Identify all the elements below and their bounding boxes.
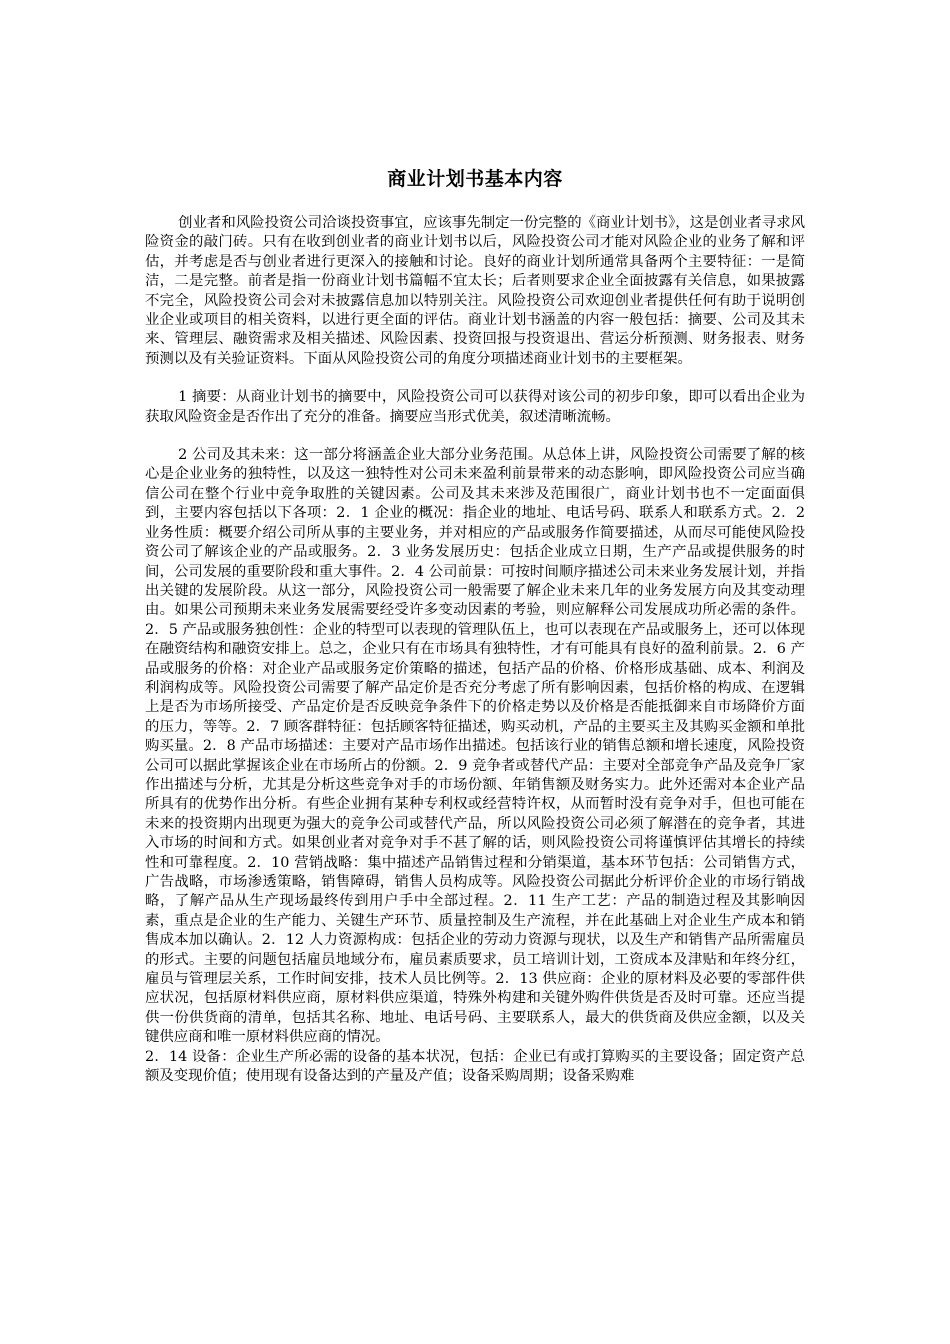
paragraph-equipment: 2．14 设备：企业生产所必需的设备的基本状况，包括：企业已有或打算购买的主要设备；固定资产总额及变现价值；使用现有设备达到的产量及产值；设备采购周期；设备采购难 xyxy=(145,1048,805,1085)
paragraph-intro: 创业者和风险投资公司洽谈投资事宜，应该事先制定一份完整的《商业计划书》，这是创业者寻求风险资金的敲门砖。只有在收到创业者的商业计划书以后，风险投资公司才能对风险企业的业务了解和评估，并考虑是否与创业者进行更深入的接触和讨论。良好的商业计划所通常具备两个主要特征：一是简洁，二是完整。前者是指一份商业计划书篇幅不宜太长；后者则要求企业全面披露有关信息，如果披露不完全，风险投资公司会对未披露信息加以特别关注。风险投资公司欢迎创业者提供任何有助于说明创业企业或项目的相关资料，以进行更全面的评估。商业计划书涵盖的内容一般包括：摘要、公司及其未来、管理层、融资需求及相关描述、风险因素、投资回报与投资退出、营运分析预测、财务报表、财务预测以及有关验证资料。下面从风险投资公司的角度分项描述商业计划书的主要框架。 xyxy=(145,215,805,367)
document-page xyxy=(145,166,805,1086)
paragraph-gap xyxy=(145,369,805,388)
paragraph-company-future: 2 公司及其未来：这一部分将涵盖企业大部分业务范围。从总体上讲，风险投资公司需要了解的核心是企业业务的独特性，以及这一独特性对公司未来盈利前景带来的动态影响，即风险投资公司应当确信公司在整个行业中竞争取胜的关键因素。公司及其未来涉及范围很广，商业计划书也不一定面面俱到，主要内容包括以下各项：2．1 企业的概况：指企业的地址、电话号码、联系人和联系方式。2．2 业务性质：概要介绍公司所从事的主要业务，并对相应的产品或服务作简要描述，从而尽可能使风险投资公司了解该企业的产品或服务。2．3 业务发展历史：包括企业成立日期，生产产品或提供服务的时间，公司发展的重要阶段和重大事件。2．4 公司前景：可按时间顺序描述公司未来业务发展计划，并指出关键的发展阶段。从这一部分，风险投资公司一般需要了解企业未来几年的业务发展方向及其变动理由。如果公司预期未来业务发展需要经受许多变动因素的考验，则应解释公司发展成功所必需的条件。2．5 产品或服务独创性：企业的特型可以表现的管理队伍上，也可以表现在产品或服务上，还可以体现在融资结构和融资安排上。总之，企业只有在市场具有独特性，才有可能具有良好的盈利前景。2．6 产品或服务的价格：对企业产品或服务定价策略的描述，包括产品的价格、价格形成基础、成本、利润及利润构成等。风险投资公司需要了解产品定价是否充分考虑了所有影响因素，包括价格的构成、在逻辑上是否为市场所接受、产品定价是否反映竞争条件下的价格走势以及价格是否能抵御来自市场降价方面的压力，等等。2．7 顾客群特征：包括顾客特征描述，购买动机，产品的主要买主及其购买金额和单批购买量。2．8 产品市场描述：主要对产品市场作出描述。包括该行业的销售总额和增长速度，风险投资公司可以据此掌握该企业在市场所占的份额。2．9 竞争者或替代产品：主要对全部竞争产品及竞争厂家作出描述与分析，尤其是分析这些竞争对手的市场份额、年销售额及财务实力。此外还需对本企业产品所具有的优势作出分析。有些企业拥有某种专利权或经营特许权，从而暂时没有竞争对手，但也可能在未来的投资期内出现更为强大的竞争公司或替代产品，所以风险投资公司必须了解潜在的竞争者，其进入市场的时间和方式。如果创业者对竞争对手不甚了解的话，则风险投资公司将谨慎评估其增长的持续性和可靠程度。2．10 营销战略：集中描述产品销售过程和分销渠道，基本环节包括：公司销售方式，广告战略，市场渗透策略，销售障碍，销售人员构成等。风险投资公司据此分析评价企业的市场行销战略，了解产品从生产现场最终传到用户手中全部过程。2．11 生产工艺：产品的制造过程及其影响因素，重点是企业的生产能力、关键生产环节、质量控制及生产流程，并在此基础上对企业生产成本和销售成本加以确认。2．12 人力资源构成：包括企业的劳动力资源与现状，以及生产和销售产品所需雇员的形式。主要的问题包括雇员地域分布，雇员素质要求，员工培训计划，工资成本及津贴和年终分红，雇员与管理层关系，工作时间安排，技术人员比例等。2．13 供应商：企业的原材料及必要的零部件供应状况，包括原材料供应商，原材料供应渠道，特殊外构建和关键外购件供货是否及时可靠。还应当提供一份供货商的清单，包括其名称、地址、电话号码、主要联系人，最大的供货商及供应金额，以及关键供应商和唯一原材料供应商的情况。 xyxy=(145,447,805,1046)
paragraph-gap xyxy=(145,427,805,446)
paragraph-summary: 1 摘要：从商业计划书的摘要中，风险投资公司可以获得对该公司的初步印象，即可以看出企业为获取风险资金是否作出了充分的准备。摘要应当形式优美，叙述清晰流畅。 xyxy=(145,389,805,425)
document-title: 商业计划书基本内容 xyxy=(387,168,563,190)
